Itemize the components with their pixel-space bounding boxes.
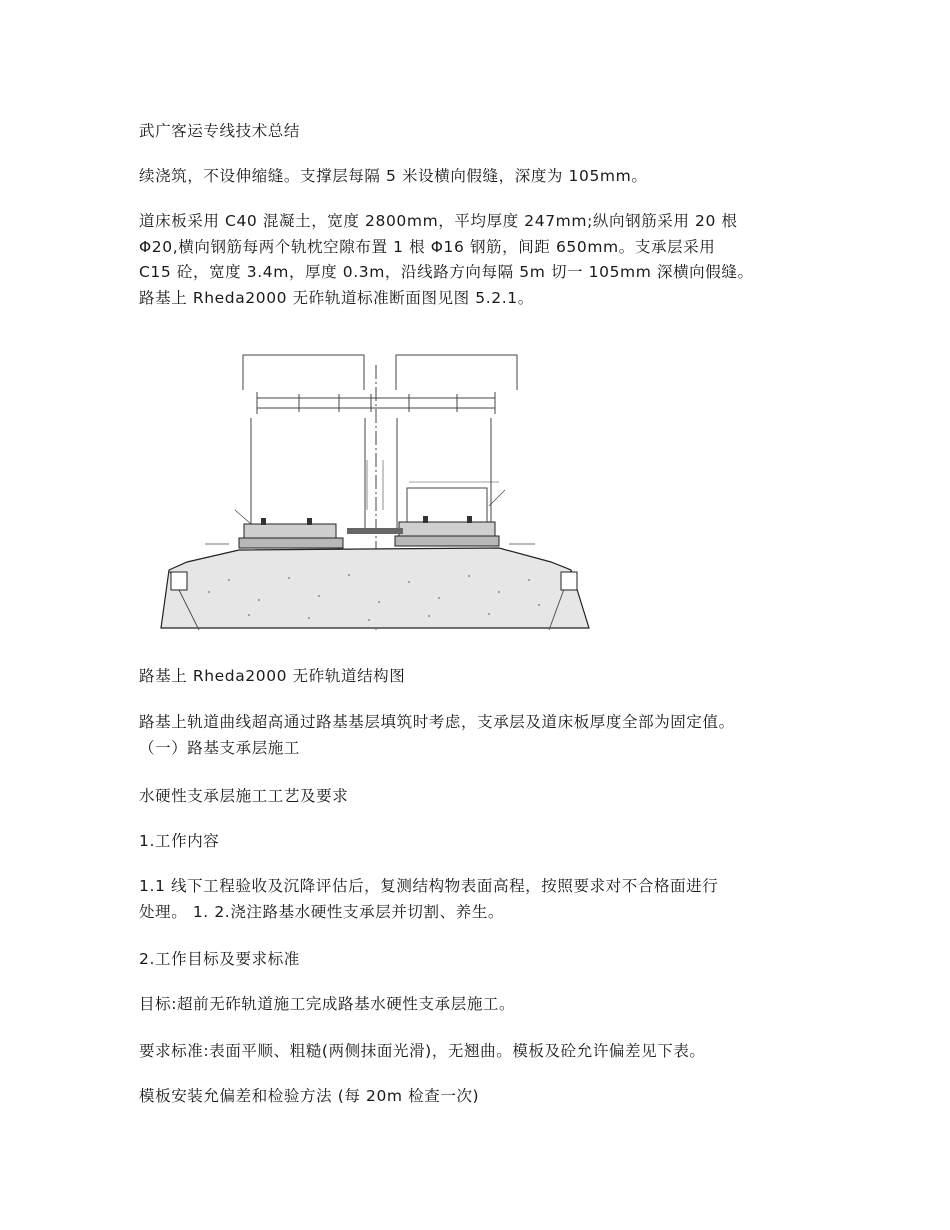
text-line: C15 砼，宽度 3.4m，厚度 0.3m，沿线路方向每隔 5m 切一 105mm 深横向假缝。 [139, 263, 754, 281]
dimension-bracket [396, 355, 517, 390]
paragraph-5: 1.工作内容 [139, 832, 220, 850]
track-cross-section-figure [139, 330, 609, 642]
text-line: 1.1 线下工程验收及沉降评估后，复测结构物表面高程，按照要求对不合格面进行 [139, 877, 719, 895]
paragraph-9: 要求标准:表面平顺、粗糙(两侧抹面光滑)，无翘曲。模板及砼允许偏差见下表。 [139, 1042, 706, 1060]
text-line: （一）路基支承层施工 [139, 738, 301, 757]
text-line: 路基上轨道曲线超高通过路基基层填筑时考虑，支承层及道床板厚度全部为固定值。 [139, 713, 735, 731]
paragraph-2 [139, 209, 829, 311]
paragraph-4: 水硬性支承层施工工艺及要求 [139, 787, 349, 805]
figure-caption: 路基上 Rheda2000 无砟轨道结构图 [139, 667, 406, 685]
paragraph-6 [139, 874, 829, 925]
text-line: Φ20,横向钢筋每两个轨枕空隙布置 1 根 Φ16 钢筋，间距 650mm。支承层采用 [139, 237, 716, 256]
paragraph-8: 目标:超前无砟轨道施工完成路基水硬性支承层施工。 [139, 995, 516, 1013]
text-line: 路基上 Rheda2000 无砟轨道标准断面图见图 5.2.1。 [139, 288, 534, 307]
paragraph-10: 模板安装允偏差和检验方法 (每 20m 检查一次) [139, 1087, 480, 1105]
paragraph-7: 2.工作目标及要求标准 [139, 950, 300, 968]
page-header: 武广客运专线技术总结 [139, 122, 301, 140]
embankment [161, 548, 589, 628]
paragraph-3 [139, 710, 829, 761]
text-line: 道床板采用 C40 混凝土，宽度 2800mm，平均厚度 247mm;纵向钢筋采用 20 根 [139, 212, 738, 230]
paragraph-1: 续浇筑，不设伸缩缝。支撑层每隔 5 米设横向假缝，深度为 105mm。 [139, 167, 648, 185]
dimension-bracket [243, 355, 364, 390]
text-line: 处理。 1. 2.浇注路基水硬性支承层并切割、养生。 [139, 902, 505, 921]
